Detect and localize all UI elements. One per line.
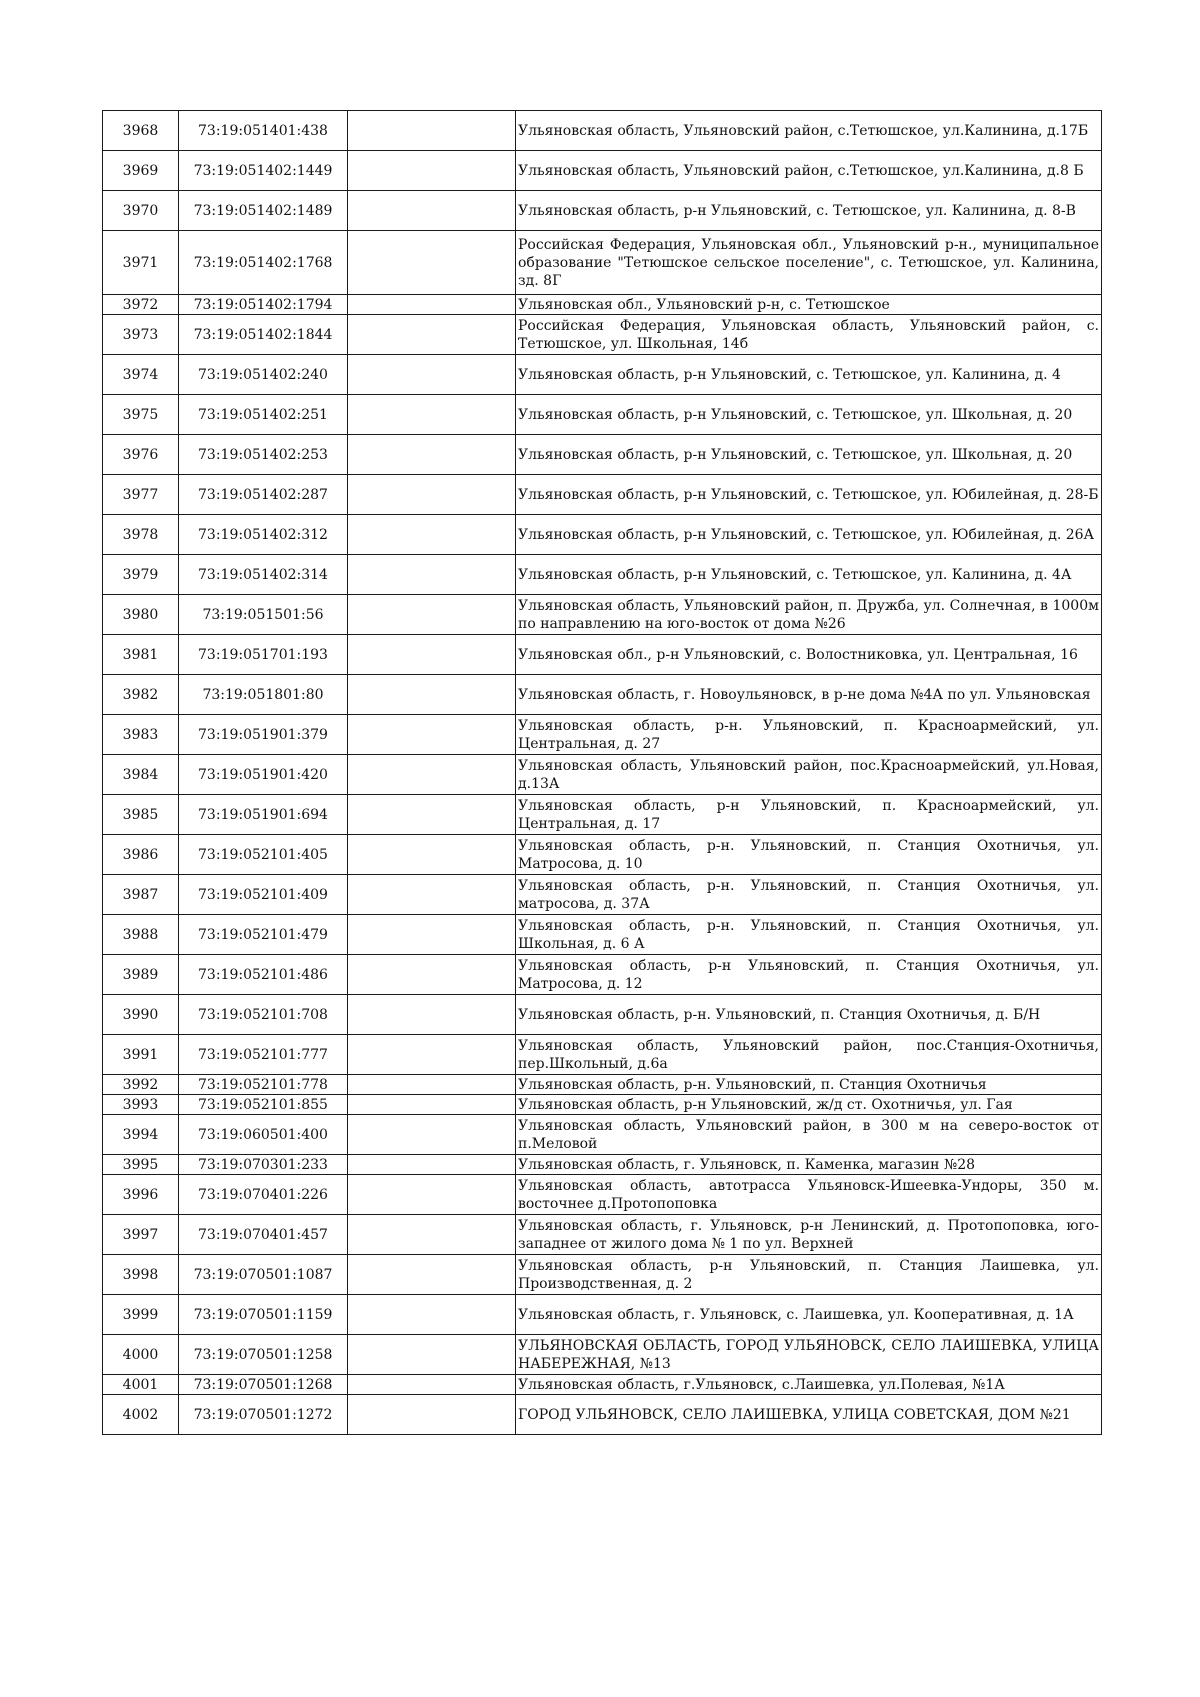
row-number: 3976 [103,435,179,475]
table-row [103,1295,1102,1335]
address-cell: УЛЬЯНОВСКАЯ ОБЛАСТЬ, ГОРОД УЛЬЯНОВСК, СЕЛО ЛАИШЕВКА, УЛИЦА НАБЕРЕЖНАЯ, №13 [516,1335,1102,1375]
cadastral-number: 73:19:052101:708 [179,995,348,1035]
table-row [103,835,1102,875]
address-cell: Ульяновская область, р-н. Ульяновский, п. Станция Охотничья, ул. Матросова, д. 10 [516,835,1102,875]
row-number: 4002 [103,1395,179,1435]
table-row [103,1155,1102,1175]
empty-cell [348,1175,516,1215]
cadastral-number: 73:19:052101:778 [179,1075,348,1095]
empty-cell [348,1335,516,1375]
address-cell: Ульяновская область, г. Новоульяновск, в р-не дома №4А по ул. Ульяновская [516,675,1102,715]
address-cell: Ульяновская область, р-н Ульяновский, с. Тетюшское, ул. Школьная, д. 20 [516,395,1102,435]
table-row [103,231,1102,295]
cadastral-number: 73:19:051402:314 [179,555,348,595]
empty-cell [348,835,516,875]
table-row [103,715,1102,755]
empty-cell [348,1255,516,1295]
empty-cell [348,435,516,475]
address-cell: Ульяновская область, р-н Ульяновский, с. Тетюшское, ул. Юбилейная, д. 26А [516,515,1102,555]
address-cell: Ульяновская область, р-н Ульяновский, п. Станция Лаишевка, ул. Производственная, д. 2 [516,1255,1102,1295]
row-number: 3982 [103,675,179,715]
cadastral-number: 73:19:070501:1087 [179,1255,348,1295]
table-row [103,315,1102,355]
address-cell: Ульяновская область, р-н. Ульяновский, п. Станция Охотничья [516,1075,1102,1095]
row-number: 3993 [103,1095,179,1115]
empty-cell [348,1075,516,1095]
row-number: 3999 [103,1295,179,1335]
table-row [103,295,1102,315]
empty-cell [348,1095,516,1115]
cadastral-number: 73:19:070501:1258 [179,1335,348,1375]
cadastral-number: 73:19:051901:694 [179,795,348,835]
cadastral-number: 73:19:051901:379 [179,715,348,755]
row-number: 3978 [103,515,179,555]
row-number: 3988 [103,915,179,955]
cadastral-number: 73:19:051402:312 [179,515,348,555]
row-number: 3971 [103,231,179,295]
empty-cell [348,675,516,715]
table-row [103,875,1102,915]
address-cell: Ульяновская область, р-н Ульяновский, с. Тетюшское, ул. Юбилейная, д. 28-Б [516,475,1102,515]
table-row [103,955,1102,995]
empty-cell [348,635,516,675]
cadastral-number: 73:19:051801:80 [179,675,348,715]
address-cell: Ульяновская область, р-н Ульяновский, п. Станция Охотничья, ул. Матросова, д. 12 [516,955,1102,995]
row-number: 3973 [103,315,179,355]
row-number: 3968 [103,111,179,151]
empty-cell [348,1155,516,1175]
cadastral-number: 73:19:051402:253 [179,435,348,475]
table-row [103,1215,1102,1255]
row-number: 3979 [103,555,179,595]
address-cell: Российская Федерация, Ульяновская область, Ульяновский район, с. Тетюшское, ул. Школьная, 14б [516,315,1102,355]
address-cell: Ульяновская область, Ульяновский район, пос.Станция-Охотничья, пер.Школьный, д.6а [516,1035,1102,1075]
empty-cell [348,295,516,315]
address-cell: Ульяновская область, р-н Ульяновский, с. Тетюшское, ул. Калинина, д. 4 [516,355,1102,395]
row-number: 3984 [103,755,179,795]
address-cell: Российская Федерация, Ульяновская обл., Ульяновский р-н., муниципальное образование "Тетюшское сельское поселение", с. Тетюшское, ул. Калинина, зд. 8Г [516,231,1102,295]
cadastral-number: 73:19:070501:1159 [179,1295,348,1335]
cadastral-number: 73:19:051402:1794 [179,295,348,315]
empty-cell [348,1295,516,1335]
table-row [103,111,1102,151]
table-row [103,1375,1102,1395]
empty-cell [348,595,516,635]
table-row [103,1095,1102,1115]
cadastral-number: 73:19:051701:193 [179,635,348,675]
empty-cell [348,111,516,151]
row-number: 3997 [103,1215,179,1255]
table-row [103,995,1102,1035]
cadastral-number: 73:19:051401:438 [179,111,348,151]
row-number: 4000 [103,1335,179,1375]
cadastral-number: 73:19:070501:1272 [179,1395,348,1435]
row-number: 3987 [103,875,179,915]
registry-table [102,110,1102,1435]
table-row [103,675,1102,715]
row-number: 3974 [103,355,179,395]
table-row [103,395,1102,435]
address-cell: Ульяновская область, Ульяновский район, в 300 м на северо-восток от п.Меловой [516,1115,1102,1155]
row-number: 3990 [103,995,179,1035]
address-cell: Ульяновская область, р-н. Ульяновский, п. Красноармейский, ул. Центральная, д. 27 [516,715,1102,755]
table-row [103,1075,1102,1095]
row-number: 3998 [103,1255,179,1295]
empty-cell [348,1375,516,1395]
empty-cell [348,395,516,435]
table-row [103,355,1102,395]
address-cell: Ульяновская область, автотрасса Ульяновск-Ишеевка-Ундоры, 350 м. восточнее д.Протопоповка [516,1175,1102,1215]
table-row [103,435,1102,475]
table-row [103,915,1102,955]
table-row [103,1035,1102,1075]
address-cell: Ульяновская область, р-н. Ульяновский, п. Станция Охотничья, д. Б/Н [516,995,1102,1035]
cadastral-number: 73:19:052101:405 [179,835,348,875]
empty-cell [348,475,516,515]
table-row [103,1115,1102,1155]
empty-cell [348,1215,516,1255]
row-number: 3995 [103,1155,179,1175]
table-row [103,755,1102,795]
address-cell: Ульяновская обл., Ульяновский р-н, с. Тетюшское [516,295,1102,315]
row-number: 4001 [103,1375,179,1395]
cadastral-number: 73:19:051402:1489 [179,191,348,231]
table-row [103,595,1102,635]
empty-cell [348,555,516,595]
cadastral-number: 73:19:060501:400 [179,1115,348,1155]
empty-cell [348,715,516,755]
address-cell: Ульяновская обл., р-н Ульяновский, с. Волостниковка, ул. Центральная, 16 [516,635,1102,675]
empty-cell [348,1115,516,1155]
row-number: 3983 [103,715,179,755]
row-number: 3986 [103,835,179,875]
address-cell: Ульяновская область, г.Ульяновск, с.Лаишевка, ул.Полевая, №1А [516,1375,1102,1395]
cadastral-number: 73:19:070401:226 [179,1175,348,1215]
empty-cell [348,1035,516,1075]
table-row [103,635,1102,675]
address-cell: Ульяновская область, г. Ульяновск, р-н Ленинский, д. Протопоповка, юго-западнее от жилого дома № 1 по ул. Верхней [516,1215,1102,1255]
row-number: 3970 [103,191,179,231]
cadastral-number: 73:19:051901:420 [179,755,348,795]
address-cell: Ульяновская область, р-н Ульяновский, п. Красноармейский, ул. Центральная, д. 17 [516,795,1102,835]
empty-cell [348,151,516,191]
row-number: 3994 [103,1115,179,1155]
row-number: 3981 [103,635,179,675]
empty-cell [348,355,516,395]
table-row [103,1255,1102,1295]
table-row [103,1395,1102,1435]
cadastral-number: 73:19:052101:855 [179,1095,348,1115]
cadastral-number: 73:19:070301:233 [179,1155,348,1175]
cadastral-number: 73:19:070501:1268 [179,1375,348,1395]
empty-cell [348,795,516,835]
address-cell: ГОРОД УЛЬЯНОВСК, СЕЛО ЛАИШЕВКА, УЛИЦА СОВЕТСКАЯ, ДОМ №21 [516,1395,1102,1435]
row-number: 3996 [103,1175,179,1215]
table-row [103,191,1102,231]
address-cell: Ульяновская область, р-н Ульяновский, ж/д ст. Охотничья, ул. Гая [516,1095,1102,1115]
row-number: 3969 [103,151,179,191]
address-cell: Ульяновская область, Ульяновский район, с.Тетюшское, ул.Калинина, д.8 Б [516,151,1102,191]
row-number: 3991 [103,1035,179,1075]
address-cell: Ульяновская область, Ульяновский район, с.Тетюшское, ул.Калинина, д.17Б [516,111,1102,151]
empty-cell [348,515,516,555]
cadastral-number: 73:19:070401:457 [179,1215,348,1255]
cadastral-number: 73:19:051402:1844 [179,315,348,355]
empty-cell [348,955,516,995]
address-cell: Ульяновская область, Ульяновский район, п. Дружба, ул. Солнечная, в 1000м по направлению на юго-восток от дома №26 [516,595,1102,635]
cadastral-number: 73:19:052101:486 [179,955,348,995]
address-cell: Ульяновская область, р-н Ульяновский, с. Тетюшское, ул. Школьная, д. 20 [516,435,1102,475]
address-cell: Ульяновская область, г. Ульяновск, с. Лаишевка, ул. Кооперативная, д. 1А [516,1295,1102,1335]
row-number: 3975 [103,395,179,435]
row-number: 3989 [103,955,179,995]
empty-cell [348,755,516,795]
row-number: 3977 [103,475,179,515]
row-number: 3972 [103,295,179,315]
cadastral-number: 73:19:051402:240 [179,355,348,395]
empty-cell [348,875,516,915]
cadastral-number: 73:19:051402:1449 [179,151,348,191]
table-row [103,1175,1102,1215]
address-cell: Ульяновская область, р-н Ульяновский, с. Тетюшское, ул. Калинина, д. 4А [516,555,1102,595]
row-number: 3980 [103,595,179,635]
table-row [103,555,1102,595]
cadastral-number: 73:19:052101:479 [179,915,348,955]
registry-table-body [103,111,1102,1435]
address-cell: Ульяновская область, Ульяновский район, пос.Красноармейский, ул.Новая, д.13А [516,755,1102,795]
address-cell: Ульяновская область, г. Ульяновск, п. Каменка, магазин №28 [516,1155,1102,1175]
row-number: 3985 [103,795,179,835]
cadastral-number: 73:19:051402:251 [179,395,348,435]
cadastral-number: 73:19:051402:287 [179,475,348,515]
table-row [103,795,1102,835]
table-row [103,515,1102,555]
cadastral-number: 73:19:052101:409 [179,875,348,915]
empty-cell [348,915,516,955]
table-row [103,1335,1102,1375]
empty-cell [348,1395,516,1435]
address-cell: Ульяновская область, р-н. Ульяновский, п. Станция Охотничья, ул. матросова, д. 37А [516,875,1102,915]
empty-cell [348,231,516,295]
cadastral-number: 73:19:051501:56 [179,595,348,635]
cadastral-number: 73:19:051402:1768 [179,231,348,295]
empty-cell [348,315,516,355]
table-row [103,475,1102,515]
row-number: 3992 [103,1075,179,1095]
address-cell: Ульяновская область, р-н Ульяновский, с. Тетюшское, ул. Калинина, д. 8-В [516,191,1102,231]
empty-cell [348,995,516,1035]
empty-cell [348,191,516,231]
table-row [103,151,1102,191]
address-cell: Ульяновская область, р-н. Ульяновский, п. Станция Охотничья, ул. Школьная, д. 6 А [516,915,1102,955]
cadastral-number: 73:19:052101:777 [179,1035,348,1075]
